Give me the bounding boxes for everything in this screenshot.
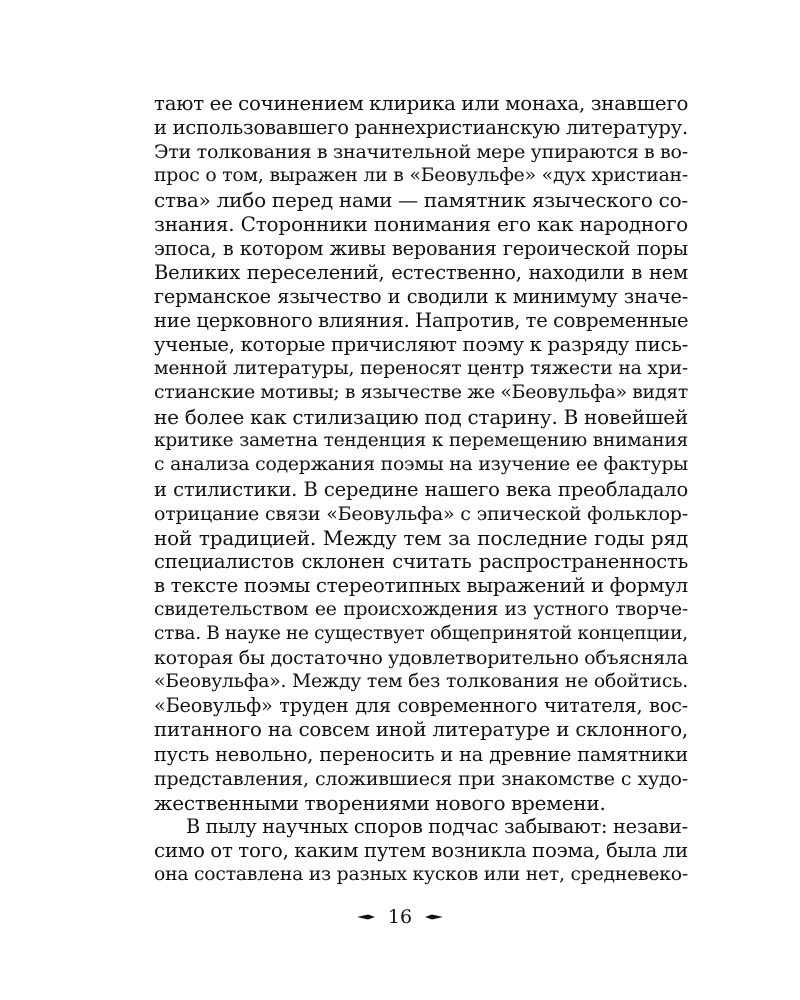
text-line: ученые, которые причисляют поэму к разряду пись- bbox=[154, 332, 688, 356]
text-line: ной традицией. Между тем за последние годы ряд bbox=[154, 525, 688, 550]
text-line: и стилистики. В середине нашего века преобладало bbox=[154, 477, 688, 501]
text-line: пусть невольно, переносить и на древние памятники bbox=[154, 742, 688, 766]
text-line: знания. Сторонники понимания его как народного bbox=[154, 212, 688, 237]
text-line: тают ее сочинением клирика или монаха, знавшего bbox=[154, 92, 689, 115]
text-line: питанного на совсем иной литературе и склонного, bbox=[154, 718, 688, 742]
text-line: специалистов склонен считать распространенность bbox=[154, 549, 688, 573]
text-line: свидетельством ее происхождения из устного творче- bbox=[154, 598, 688, 620]
text-line: Великих переселений, естественно, находили в нем bbox=[154, 260, 688, 284]
text-line: с анализа содержания поэмы на изучение ее фактуры bbox=[154, 454, 688, 476]
text-line: представления, сложившиеся при знакомстве с худо- bbox=[154, 767, 688, 790]
text-line: которая бы достаточно удовлетворительно объясняла bbox=[154, 647, 688, 670]
text-line: эпоса, в котором живы верования героической поры bbox=[154, 236, 688, 260]
page-number: 16 bbox=[387, 906, 413, 928]
text-line: отрицание связи «Беовульфа» с эпической фольклор- bbox=[154, 502, 688, 525]
text-line: не более как стилизацию под старину. В новейшей bbox=[154, 405, 688, 430]
text-line: она составлена из разных кусков или нет, средневеко- bbox=[154, 864, 688, 885]
page-number-footer bbox=[0, 904, 800, 929]
text-line: симо от того, каким путем возникла поэма, была ли bbox=[154, 838, 688, 862]
ornament-right-icon bbox=[424, 912, 444, 922]
text-line: Эти толкования в значительной мере упираются в во- bbox=[154, 141, 688, 164]
text-line: «Беовульф» труден для современного читателя, вос- bbox=[154, 694, 688, 718]
page-text-block bbox=[154, 92, 688, 887]
text-line: ние церковного влияния. Напротив, те современные bbox=[154, 308, 689, 332]
text-line: критике заметна тенденция к перемещению внимания bbox=[154, 430, 688, 452]
text-line: стианские мотивы; в язычестве же «Беовульфа» видят bbox=[154, 382, 688, 404]
text-line: «Беовульфа». Между тем без толкования не обойтись. bbox=[154, 671, 688, 693]
text-line: менной литературы, переносят центр тяжести на хри- bbox=[154, 358, 688, 380]
ornament-left-icon bbox=[356, 912, 376, 922]
text-line: ства» либо перед нами — памятник языческого со- bbox=[154, 188, 688, 213]
text-line: германское язычество и сводили к минимуму значе- bbox=[154, 284, 688, 308]
text-line: прос о том, выражен ли в «Беовульфе» «дух христиан- bbox=[154, 165, 688, 187]
paragraph-last-line: жественными творениями нового времени. bbox=[154, 790, 606, 815]
paragraph-first-line: В пылу научных споров подчас забывают: незави- bbox=[186, 814, 688, 838]
text-line: ства. В науке не существует общепринятой концепции, bbox=[154, 623, 688, 645]
text-line: и использовавшего раннехристианскую литературу. bbox=[154, 116, 688, 140]
text-line: в тексте поэмы стереотипных выражений и формул bbox=[154, 573, 688, 597]
